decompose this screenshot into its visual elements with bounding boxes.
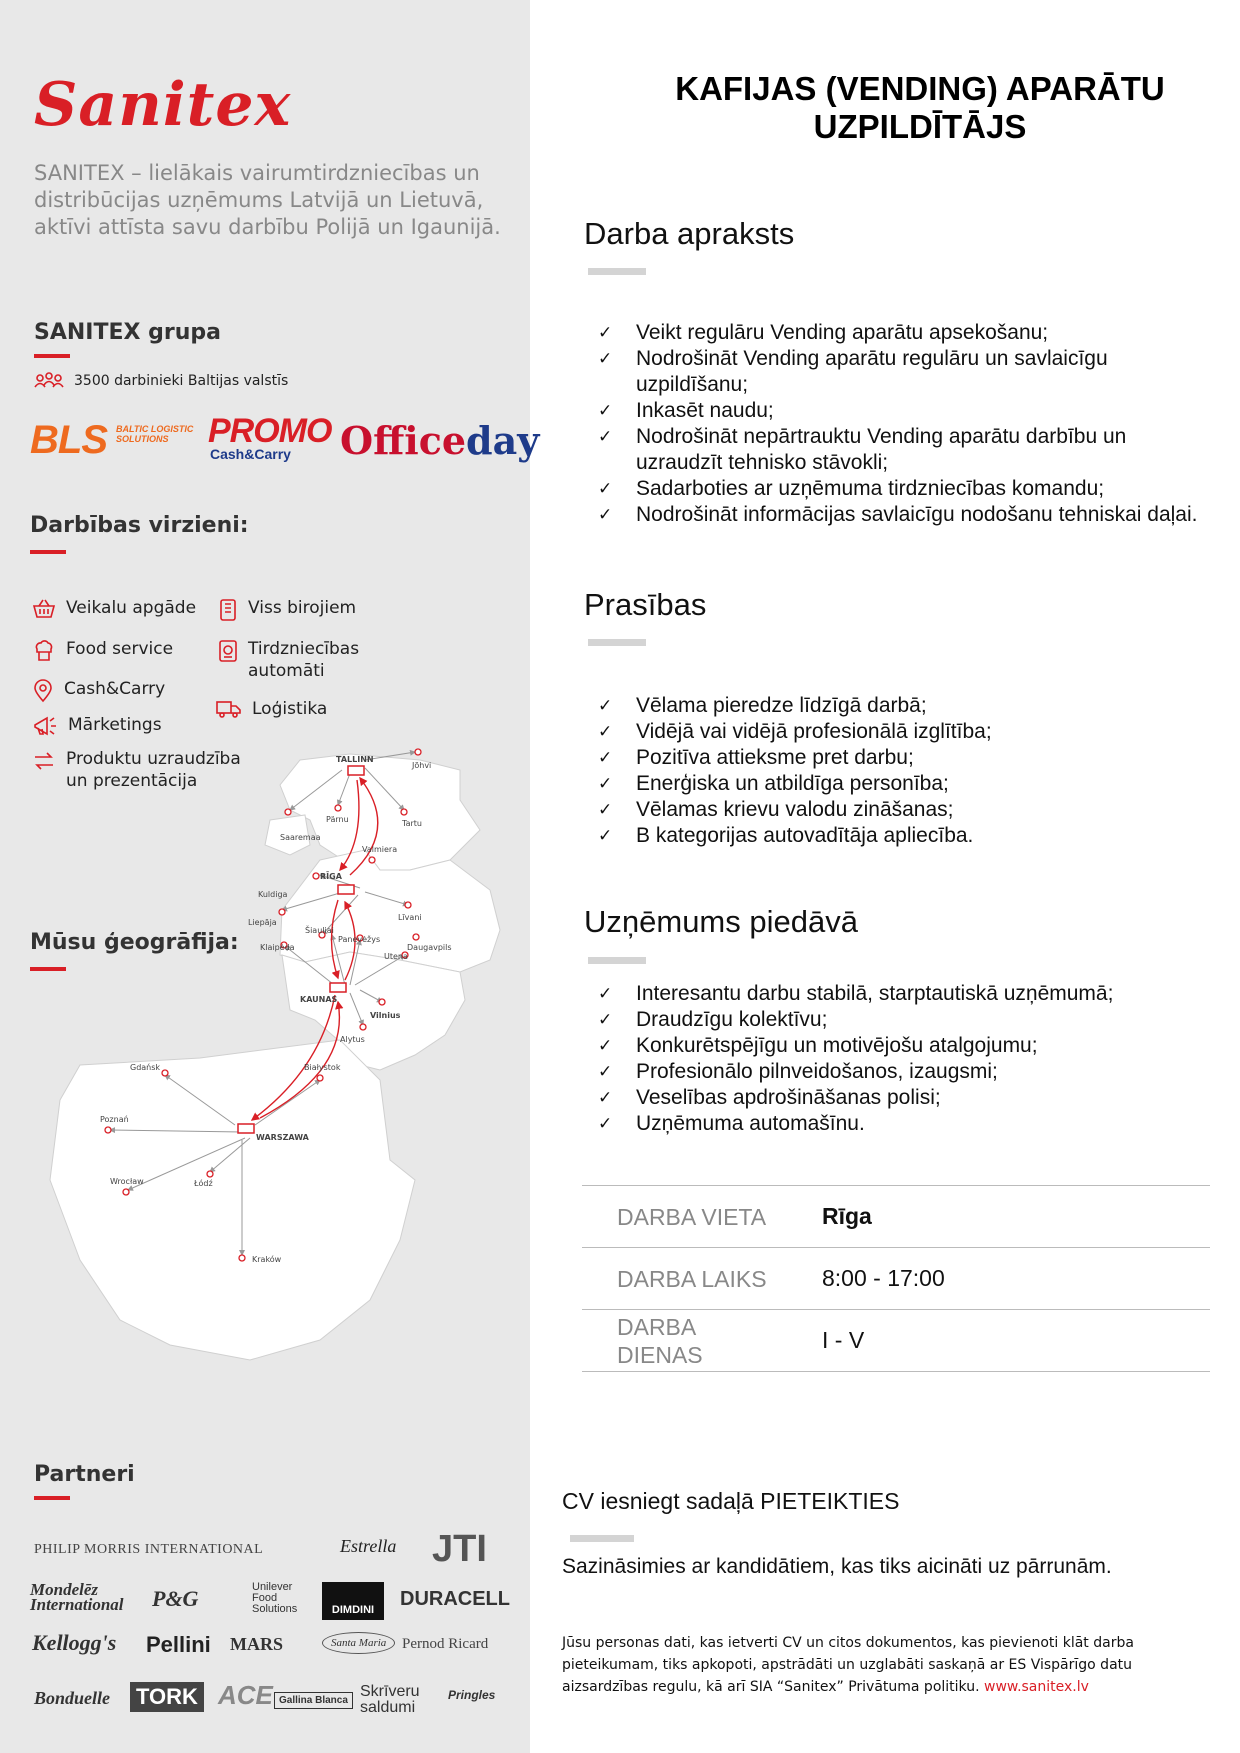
direction-item: Produktu uzraudzība un prezentācija (32, 748, 266, 792)
detail-key: DARBA DIENAS (582, 1310, 822, 1372)
partner-logo: Bonduelle (34, 1688, 111, 1708)
svg-text:Alytus: Alytus (340, 1035, 365, 1044)
group-title: SANITEX grupa (34, 320, 221, 345)
apply-instructions: CV iesniegt sadaļā PIETEIKTIES (562, 1488, 900, 1514)
geography-title: Mūsu ģeogrāfija: (30, 930, 239, 955)
svg-text:Utena: Utena (384, 952, 408, 961)
detail-key: DARBA LAIKS (582, 1248, 822, 1310)
officeday-logo: Officeday (340, 418, 540, 463)
detail-value: I - V (822, 1310, 1210, 1372)
svg-text:RĪGA: RĪGA (320, 872, 342, 881)
megaphone-icon (32, 715, 58, 737)
list-item: ✓ Draudzīgu kolektīvu; (598, 1008, 828, 1031)
svg-text:Panevėžys: Panevėžys (338, 935, 381, 944)
check-icon: ✓ (598, 696, 613, 716)
poland-shape (50, 1040, 415, 1360)
check-icon: ✓ (598, 349, 613, 369)
detail-value: 8:00 - 17:00 (822, 1248, 1210, 1310)
partner-logo: P&G (152, 1586, 199, 1611)
svg-text:Kraków: Kraków (252, 1255, 282, 1264)
employees-stat (34, 372, 288, 390)
description-heading-underline (588, 268, 646, 275)
riga-node (338, 885, 354, 894)
list-item: ✓ Vēlamas krievu valodu zināšanas; (598, 798, 954, 821)
check-icon: ✓ (598, 1036, 613, 1056)
svg-text:Białystok: Białystok (304, 1063, 341, 1072)
partner-logo: Pernod Ricard (402, 1636, 489, 1652)
direction-item: Veikalu apgāde (32, 597, 196, 620)
list-item: ✓ Veikt regulāru Vending aparātu apsekošanu; (598, 321, 1049, 344)
location-pin-icon (32, 679, 54, 703)
directions-title-underline (30, 550, 66, 554)
employees-text: 3500 darbinieki Baltijas valstīs (74, 373, 289, 389)
list-item: ✓ Interesantu darbu stabilā, starptautiskā uzņēmumā; (598, 982, 1114, 1005)
detail-value: Rīga (822, 1186, 1210, 1248)
svg-text:TALLINN: TALLINN (336, 755, 374, 764)
svg-text:Līvani: Līvani (398, 913, 422, 922)
svg-text:Wrocław: Wrocław (110, 1177, 144, 1186)
warszawa-node (238, 1124, 254, 1133)
table-row (582, 1310, 1210, 1372)
partner-logo: JTI (432, 1528, 487, 1570)
partners-title: Partneri (34, 1462, 135, 1487)
geography-map (20, 740, 520, 1410)
vending-machine-icon (218, 639, 238, 663)
website-link[interactable]: www.sanitex.lv (984, 1679, 1089, 1695)
list-item: ✓ Profesionālo pilnveidošanos, izaugsmi; (598, 1060, 998, 1083)
svg-text:Pärnu: Pärnu (326, 815, 349, 824)
direction-item: Food service (32, 638, 173, 663)
job-details-table (582, 1185, 1210, 1372)
partner-logo: DIMDINI (322, 1582, 384, 1620)
svg-text:Gdańsk: Gdańsk (130, 1063, 161, 1072)
partner-logo: Pellini (146, 1632, 211, 1657)
sanitex-logo: Sanitex (34, 70, 292, 140)
svg-text:Vilnius: Vilnius (370, 1011, 401, 1020)
partner-logo: Estrella (340, 1536, 397, 1556)
list-item: ✓ Uzņēmuma automašīnu. (598, 1112, 865, 1135)
check-icon: ✓ (598, 748, 613, 768)
list-item: ✓ B kategorijas autovadītāja apliecība. (598, 824, 974, 847)
svg-text:Łódź: Łódź (194, 1179, 213, 1188)
table-row (582, 1248, 1210, 1310)
group-title-underline (34, 354, 70, 358)
privacy-notice: Jūsu personas dati, kas ietverti CV un citos dokumentos, kas pievienoti klāt darba pieteikumam, tiks apkopoti, apstrādāti un uzglabāti saskaņā ar ES Vispārīgo datu aizsardzības regulu, kā arī SIA “Sanitex” Privātuma politiku. www.sanitex.lv (562, 1635, 1134, 1695)
tallinn-node (348, 766, 364, 775)
list-item: ✓ Konkurētspējīgu un motivējošu atalgojumu; (598, 1034, 1038, 1057)
company-sidebar (0, 0, 540, 1753)
partner-logo: Mondelēz International (30, 1580, 124, 1614)
partner-logo: Pringles (448, 1688, 496, 1702)
partner-logo: Skrīveru saldumi (360, 1683, 420, 1716)
table-row (582, 1186, 1210, 1248)
offer-heading: Uzņēmums piedāvā (584, 904, 858, 939)
requirements-list (598, 693, 1198, 849)
check-icon: ✓ (598, 401, 613, 421)
description-list (598, 320, 1198, 528)
directions-title: Darbības virzieni: (30, 513, 249, 538)
office-supplies-icon (218, 598, 238, 622)
svg-text:Tartu: Tartu (402, 819, 422, 828)
svg-text:Liepāja: Liepāja (248, 918, 277, 927)
kaunas-node (330, 983, 346, 992)
partner-logo: Unilever Food Solutions (252, 1581, 298, 1615)
apply-underline (570, 1535, 634, 1542)
check-icon: ✓ (598, 427, 613, 447)
check-icon: ✓ (598, 722, 613, 742)
offer-heading-underline (588, 957, 646, 964)
svg-text:Valmiera: Valmiera (362, 845, 398, 854)
list-item: ✓ Nodrošināt Vending aparātu regulāru un savlaicīgu uzpildīšanu; (598, 347, 1108, 396)
check-icon: ✓ (598, 774, 613, 794)
svg-text:Saaremaa: Saaremaa (280, 833, 321, 842)
people-icon (34, 372, 64, 390)
bls-logo: BLS (30, 418, 107, 462)
list-item: ✓ Nodrošināt informācijas savlaicīgu nodošanu tehniskai daļai. (598, 503, 1198, 526)
list-item: ✓ Pozitīva attieksme pret darbu; (598, 746, 914, 769)
chef-icon (32, 639, 56, 663)
check-icon: ✓ (598, 826, 613, 846)
list-item: ✓ Sadarboties ar uzņēmuma tirdzniecības komandu; (598, 477, 1105, 500)
partner-logos (30, 1520, 510, 1720)
svg-text:Šiauliai: Šiauliai (305, 926, 334, 935)
partner-logo: ACE (218, 1680, 273, 1710)
promo-logo-subtitle: Cash&Carry (210, 446, 291, 462)
list-item: ✓ Enerģiska un atbildīga personība; (598, 772, 949, 795)
promo-logo: PROMO (208, 412, 332, 450)
list-item: ✓ Inkasēt naudu; (598, 399, 774, 422)
partner-logo: MARS (230, 1634, 283, 1654)
check-icon: ✓ (598, 984, 613, 1004)
check-icon: ✓ (598, 323, 613, 343)
basket-icon (32, 598, 56, 620)
check-icon: ✓ (598, 479, 613, 499)
requirements-heading: Prasības (584, 587, 707, 622)
company-intro: SANITEX – lielākais vairumtirdzniecības un distribūcijas uzņēmums Latvijā un Lietuvā, aktīvi attīsta savu darbību Polijā un Igaunijā. (34, 161, 501, 239)
partner-logo: Kellogg's (32, 1630, 117, 1655)
direction-item: Mārketings (32, 714, 162, 737)
direction-item: Viss birojiem (218, 597, 356, 622)
requirements-heading-underline (588, 639, 646, 646)
svg-text:Kuldiga: Kuldiga (258, 890, 288, 899)
job-title: KAFIJAS (VENDING) APARĀTU UZPILDĪTĀJS (675, 70, 1165, 145)
check-icon: ✓ (598, 800, 613, 820)
direction-item: Loģistika (216, 698, 327, 720)
partners-title-underline (34, 1496, 70, 1500)
partner-logo: PHILIP MORRIS INTERNATIONAL (34, 1542, 264, 1557)
list-item: ✓ Veselības apdrošināšanas polisi; (598, 1086, 941, 1109)
check-icon: ✓ (598, 505, 613, 525)
list-item: ✓ Nodrošināt nepārtrauktu Vending aparātu darbību un uzraudzīt tehnisko stāvokli; (598, 425, 1127, 474)
partner-logo: TORK (130, 1682, 204, 1712)
detail-key: DARBA VIETA (582, 1186, 822, 1248)
list-item: ✓ Vidējā vai vidējā profesionālā izglītība; (598, 720, 992, 743)
partner-logo: Gallina Blanca (274, 1692, 353, 1709)
svg-text:Jõhvi: Jõhvi (412, 761, 432, 770)
svg-text:Klaipėda: Klaipėda (260, 943, 295, 952)
direction-item: Tirdzniecības automāti (218, 638, 398, 682)
partner-logo: Santa Maria (322, 1632, 395, 1654)
svg-text:KAUNAS: KAUNAS (300, 995, 338, 1004)
offer-list (598, 981, 1198, 1137)
check-icon: ✓ (598, 1062, 613, 1082)
direction-item: Cash&Carry (32, 678, 165, 703)
svg-text:WARSZAWA: WARSZAWA (256, 1133, 309, 1142)
truck-icon (216, 699, 242, 719)
list-item: ✓ Vēlama pieredze līdzīgā darbā; (598, 694, 927, 717)
svg-text:Poznań: Poznań (100, 1115, 129, 1124)
check-icon: ✓ (598, 1114, 613, 1134)
bls-logo-subtitle: BALTIC LOGISTIC SOLUTIONS (116, 424, 194, 444)
svg-text:Daugavpils: Daugavpils (407, 943, 452, 952)
partner-logo: DURACELL (400, 1588, 510, 1610)
check-icon: ✓ (598, 1088, 613, 1108)
description-heading: Darba apraksts (584, 216, 795, 251)
check-icon: ✓ (598, 1010, 613, 1030)
contact-note: Sazināsimies ar kandidātiem, kas tiks aicināti uz pārrunām. (562, 1555, 1112, 1578)
